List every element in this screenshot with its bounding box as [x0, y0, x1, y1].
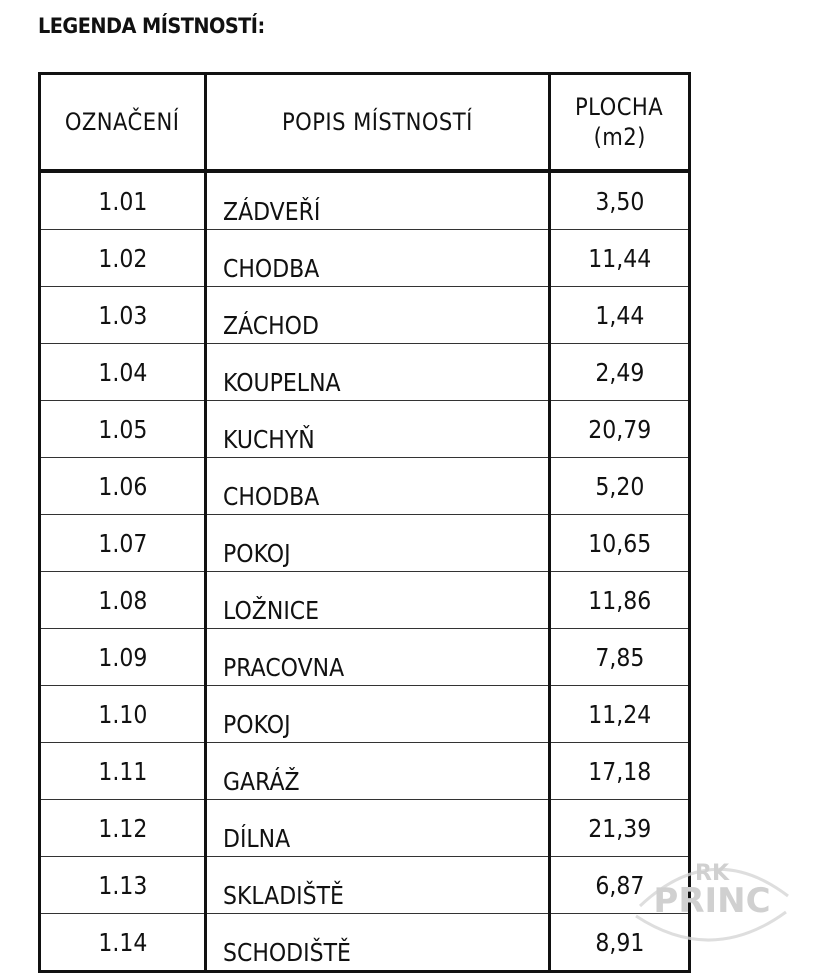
room-area-cell	[550, 230, 690, 287]
room-name: LOŽNICE	[223, 596, 320, 625]
table-row	[40, 686, 690, 743]
room-name: POKOJ	[223, 539, 291, 568]
room-code: 1.05	[97, 414, 147, 444]
room-area-cell	[550, 686, 690, 743]
room-area-cell	[550, 572, 690, 629]
room-code: 1.12	[97, 813, 147, 843]
table-row	[40, 629, 690, 686]
room-legend-table	[38, 72, 691, 973]
room-name-cell	[206, 171, 550, 230]
table-row	[40, 171, 690, 230]
room-area-cell	[550, 171, 690, 230]
room-name-cell	[206, 344, 550, 401]
room-area-cell	[550, 515, 690, 572]
room-name: POKOJ	[223, 710, 291, 739]
room-area-cell	[550, 857, 690, 914]
room-area: 1,44	[594, 300, 644, 330]
table-row	[40, 743, 690, 800]
room-area: 11,24	[587, 699, 651, 729]
room-name-cell	[206, 857, 550, 914]
room-code: 1.08	[97, 585, 147, 615]
table-row	[40, 914, 690, 972]
room-code-cell	[40, 857, 206, 914]
room-area: 2,49	[594, 357, 644, 387]
header-area-label-line2: (m2)	[593, 123, 646, 151]
room-area-cell	[550, 458, 690, 515]
room-name-cell	[206, 515, 550, 572]
room-code: 1.14	[97, 927, 147, 957]
room-area-cell	[550, 800, 690, 857]
room-name: ZÁCHOD	[223, 311, 319, 340]
table-row	[40, 401, 690, 458]
room-area: 10,65	[587, 528, 651, 558]
room-area: 21,39	[587, 813, 651, 843]
room-name: CHODBA	[223, 482, 320, 511]
room-area: 6,87	[594, 870, 644, 900]
room-name-cell	[206, 686, 550, 743]
room-code-cell	[40, 515, 206, 572]
room-code-cell	[40, 800, 206, 857]
room-code-cell	[40, 171, 206, 230]
legend-title: LEGENDA MÍSTNOSTÍ:	[38, 14, 265, 38]
room-area-cell	[550, 287, 690, 344]
room-code: 1.03	[97, 300, 147, 330]
room-code-cell	[40, 287, 206, 344]
room-name-cell	[206, 287, 550, 344]
room-code: 1.06	[97, 471, 147, 501]
svg-text:RK: RK	[695, 861, 729, 886]
header-description-label: POPIS MÍSTNOSTÍ	[282, 108, 473, 136]
room-name-cell	[206, 572, 550, 629]
room-name: ZÁDVEŘÍ	[223, 197, 321, 226]
room-area-cell	[550, 914, 690, 972]
room-name: GARÁŽ	[223, 767, 300, 796]
header-description	[206, 74, 550, 172]
room-name-cell	[206, 800, 550, 857]
room-code: 1.01	[97, 186, 147, 216]
room-area: 11,44	[587, 243, 651, 273]
room-code-cell	[40, 743, 206, 800]
room-name-cell	[206, 230, 550, 287]
room-name: PRACOVNA	[223, 653, 345, 682]
room-code: 1.10	[97, 699, 147, 729]
room-code-cell	[40, 914, 206, 972]
room-area: 11,86	[587, 585, 651, 615]
room-area-cell	[550, 344, 690, 401]
room-code: 1.07	[97, 528, 147, 558]
room-code-cell	[40, 230, 206, 287]
room-code: 1.13	[97, 870, 147, 900]
room-code-cell	[40, 629, 206, 686]
table-row	[40, 230, 690, 287]
room-area: 8,91	[594, 927, 644, 957]
room-name: KOUPELNA	[223, 368, 341, 397]
header-area-label-line1: PLOCHA	[575, 93, 664, 121]
room-name-cell	[206, 629, 550, 686]
room-code-cell	[40, 458, 206, 515]
table-row	[40, 458, 690, 515]
room-code-cell	[40, 401, 206, 458]
table-row	[40, 800, 690, 857]
table-row	[40, 857, 690, 914]
room-code: 1.09	[97, 642, 147, 672]
room-name: SCHODIŠTĚ	[223, 938, 351, 967]
svg-text:PRINC: PRINC	[653, 881, 771, 921]
table-header-row	[40, 74, 690, 172]
room-name: SKLADIŠTĚ	[223, 881, 344, 910]
header-code-label: OZNAČENÍ	[65, 108, 180, 136]
room-area-cell	[550, 401, 690, 458]
room-area: 20,79	[587, 414, 651, 444]
room-name-cell	[206, 401, 550, 458]
room-name-cell	[206, 743, 550, 800]
room-code: 1.02	[97, 243, 147, 273]
room-name: KUCHYŇ	[223, 425, 315, 454]
room-name-cell	[206, 914, 550, 972]
room-area-cell	[550, 743, 690, 800]
room-name-cell	[206, 458, 550, 515]
room-code-cell	[40, 344, 206, 401]
table-row	[40, 572, 690, 629]
header-code	[40, 74, 206, 172]
room-area: 7,85	[594, 642, 644, 672]
table-row	[40, 515, 690, 572]
room-area: 17,18	[587, 756, 651, 786]
header-area	[550, 74, 690, 172]
table-row	[40, 344, 690, 401]
table-row	[40, 287, 690, 344]
room-area: 3,50	[594, 186, 644, 216]
room-name: DÍLNA	[223, 824, 291, 853]
room-area: 5,20	[594, 471, 644, 501]
room-code: 1.11	[97, 756, 147, 786]
room-name: CHODBA	[223, 254, 320, 283]
room-area-cell	[550, 629, 690, 686]
room-code: 1.04	[97, 357, 147, 387]
room-code-cell	[40, 686, 206, 743]
room-code-cell	[40, 572, 206, 629]
